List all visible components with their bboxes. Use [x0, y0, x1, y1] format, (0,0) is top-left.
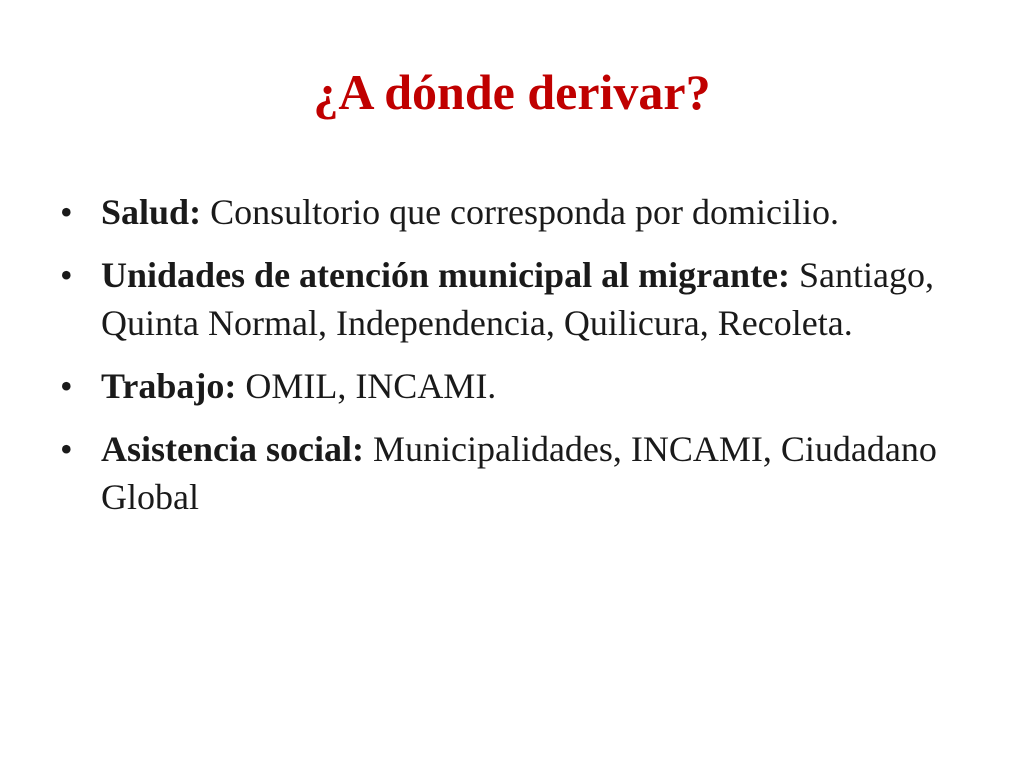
bullet-icon: •	[60, 366, 73, 406]
slide-title: ¿A dónde derivar?	[313, 64, 711, 120]
bullet-icon: •	[60, 255, 73, 295]
bullet-icon: •	[60, 429, 73, 469]
bullet-text: Santiago, Quinta Normal, Independencia, Quilicura, Recoleta.	[101, 255, 935, 343]
bullet-icon: •	[60, 192, 73, 232]
bullet-term: Salud:	[101, 192, 202, 232]
bullet-item-unidades	[60, 251, 960, 347]
bullet-term: Unidades de atención municipal al migrante:	[101, 255, 791, 295]
bullet-text: Municipalidades, INCAMI, Ciudadano Global	[101, 429, 937, 517]
bullet-item-trabajo	[60, 362, 960, 410]
bullet-term: Trabajo:	[101, 366, 237, 406]
bullet-item-asistencia	[60, 425, 960, 521]
bullet-list	[60, 188, 960, 536]
bullet-text: Consultorio que corresponda por domicilio.	[201, 192, 839, 232]
bullet-term: Asistencia social:	[101, 429, 364, 469]
bullet-item-salud	[60, 188, 960, 236]
bullet-text: OMIL, INCAMI.	[236, 366, 497, 406]
